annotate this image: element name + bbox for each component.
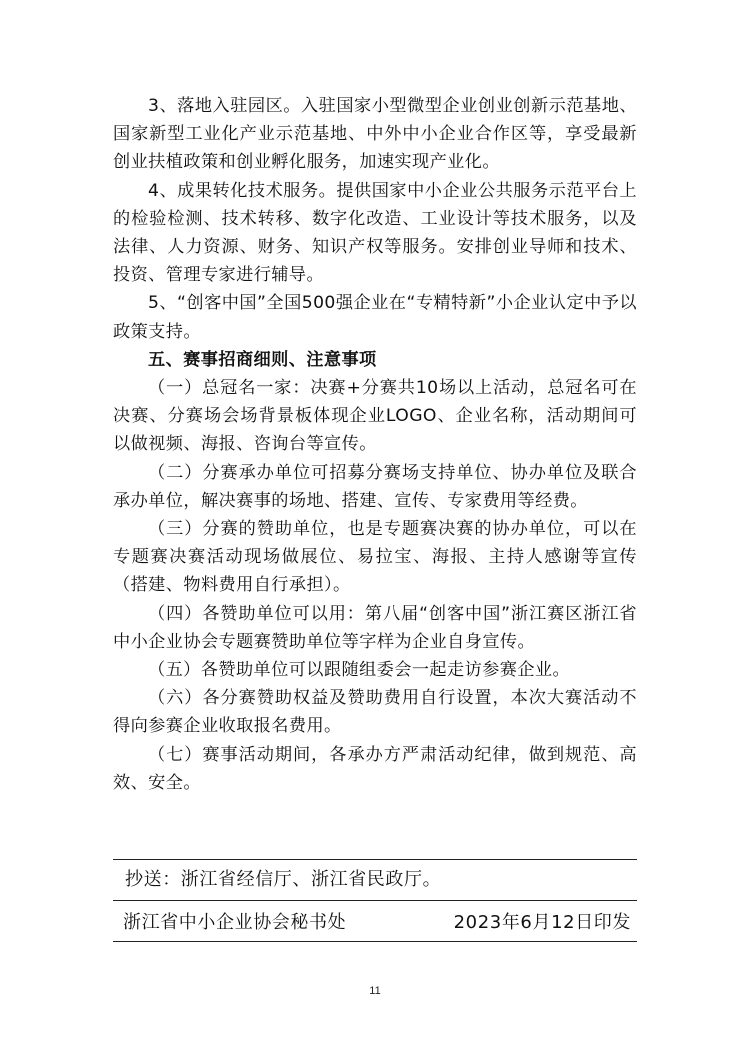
rule-item-7: （七）赛事活动期间，各承办方严肃活动纪律，做到规范、高效、安全。 xyxy=(113,744,637,793)
cc-line: 抄送：浙江省经信厅、浙江省民政厅。 xyxy=(125,869,442,890)
page-number: 11 xyxy=(369,985,381,997)
rule-item-1: （一）总冠名一家：决赛+分赛共10场以上活动，总冠名可在决赛、分赛场会场背景板体现企业LOGO、企业名称，活动期间可以做视频、海报、咨询台等宣传。 xyxy=(113,378,637,455)
section-heading: 五、赛事招商细则、注意事项 xyxy=(148,349,377,370)
issuer-name: 浙江省中小企业协会秘书处 xyxy=(123,912,347,933)
issue-date: 2023年6月12日印发 xyxy=(453,912,631,933)
paragraph-tech-services: 4、成果转化技术服务。提供国家中小企业公共服务示范平台上的检验检测、技术转移、数字化改造、工业设计等技术服务，以及法律、人力资源、财务、知识产权等服务。安排创业导师和技术、投资、管理专家进行辅导。 xyxy=(113,180,637,286)
rule-item-2: （二）分赛承办单位可招募分赛场支持单位、协办单位及联合承办单位，解决赛事的场地、搭建、宣传、专家费用等经费。 xyxy=(113,462,637,511)
issuer-row xyxy=(113,901,637,941)
rule-item-3: （三）分赛的赞助单位，也是专题赛决赛的协办单位，可以在专题赛决赛活动现场做展位、易拉宝、海报、主持人感谢等宣传（搭建、物料费用自行承担）。 xyxy=(113,519,637,596)
paragraph-policy-support: 5、“创客中国”全国500强企业在“专精特新”小企业认定中予以政策支持。 xyxy=(113,293,637,342)
document-body xyxy=(113,92,637,797)
rule-item-5: （五）各赞助单位可以跟随组委会一起走访参赛企业。 xyxy=(148,660,571,681)
rule-item-6: （六）各分赛赞助权益及赞助费用自行设置，本次大赛活动不得向参赛企业收取报名费用。 xyxy=(113,688,637,737)
footer-bottom-rule xyxy=(113,941,637,942)
document-footer xyxy=(113,859,637,942)
paragraph-landing-park: 3、落地入驻园区。入驻国家小型微型企业创业创新示范基地、国家新型工业化产业示范基地、中外中小企业合作区等，享受最新创业扶植政策和创业孵化服务，加速实现产业化。 xyxy=(113,96,637,173)
rule-item-4: （四）各赞助单位可以用：第八届“创客中国”浙江赛区浙江省中小企业协会专题赛赞助单位等字样为企业自身宣传。 xyxy=(113,603,637,652)
